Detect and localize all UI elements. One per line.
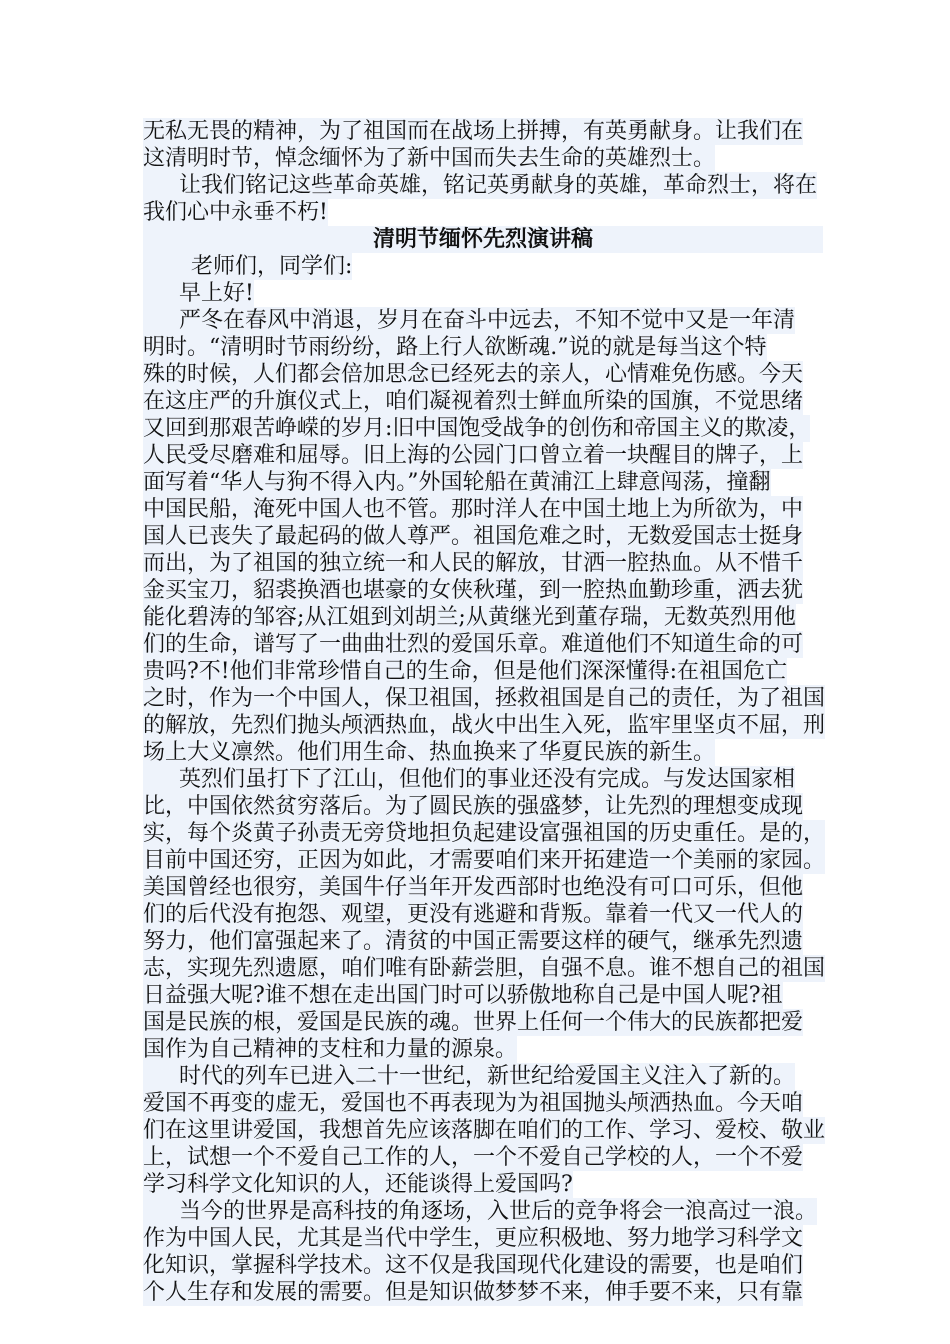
- text-line: 目前中国还穷，正因为如此，才需要咱们来开拓建造一个美丽的家园。: [143, 848, 826, 873]
- text-line: 国作为自己精神的支柱和力量的源泉。: [143, 1037, 518, 1062]
- text-line: 的解放，先烈们抛头颅洒热血，战火中出生入死，监牢里坚贞不屈，刑: [143, 713, 826, 738]
- text-line: 贵吗?不!他们非常珍惜自己的生命，但是他们深深懂得:在祖国危亡: [143, 659, 788, 684]
- text-line: 国人已丧失了最起码的做人尊严。祖国危难之时，无数爱国志士挺身: [143, 524, 804, 549]
- text-line: 殊的时候，人们都会倍加思念已经死去的亲人，心情难免伤感。今天: [143, 362, 804, 387]
- text-line: 比，中国依然贫穷落后。为了圆民族的强盛梦，让先烈的理想变成现: [143, 794, 804, 819]
- text-line: 之时，作为一个中国人，保卫祖国，拯救祖国是自己的责任，为了祖国: [143, 686, 826, 711]
- text-line: 老师们，同学们:: [143, 253, 352, 280]
- text-line: 而出，为了祖国的独立统一和人民的解放，甘洒一腔热血。从不惜千: [143, 551, 804, 576]
- text-line: 爱国不再变的虚无，爱国也不再表现为为祖国抛头颅洒热血。今天咱: [143, 1091, 804, 1116]
- text-line: 国是民族的根，爱国是民族的魂。世界上任何一个伟大的民族都把爱: [143, 1010, 804, 1035]
- text-line: 志，实现先烈遗愿，咱们唯有卧薪尝胆，自强不息。谁不想自己的祖国: [143, 956, 826, 981]
- text-line: 在这庄严的升旗仪式上，咱们凝视着烈士鲜血所染的国旗，不觉思绪: [143, 389, 804, 414]
- text-line: 又回到那艰苦峥嵘的岁月:旧中国饱受战争的创伤和帝国主义的欺凌，: [143, 416, 811, 441]
- text-line: 学习科学文化知识的人，还能谈得上爱国吗?: [143, 1172, 573, 1197]
- text-line: 早上好!: [143, 280, 254, 307]
- text-line: 人民受尽磨难和屈辱。旧上海的公园门口曾立着一块醒目的牌子，上: [143, 443, 804, 468]
- text-line: 能化碧涛的邹容;从江姐到刘胡兰;从黄继光到董存瑞，无数英烈用他: [143, 605, 796, 630]
- text-line: 个人生存和发展的需要。但是知识做梦梦不来，伸手要不来，只有靠: [143, 1280, 804, 1305]
- text-line: 们的生命，谱写了一曲曲壮烈的爱国乐章。难道他们不知道生命的可: [143, 632, 804, 657]
- text-line: 明时。“清明时节雨纷纷，路上行人欲断魂.”说的就是每当这个特: [143, 335, 767, 360]
- text-line: 们的后代没有抱怨、观望，更没有逃避和背叛。靠着一代又一代人的: [143, 902, 804, 927]
- text-line: 中国民船，淹死中国人也不管。那时洋人在中国土地上为所欲为，中: [143, 497, 804, 522]
- text-line: 英烈们虽打下了江山，但他们的事业还没有完成。与发达国家相: [143, 766, 795, 793]
- text-line: 日益强大呢?谁不想在走出国门时可以骄傲地称自己是中国人呢?祖: [143, 983, 783, 1008]
- text-line: 上，试想一个不爱自己工作的人，一个不爱自己学校的人，一个不爱: [143, 1145, 804, 1170]
- text-line: 化知识，掌握科学技术。这不仅是我国现代化建设的需要，也是咱们: [143, 1253, 804, 1278]
- text-line: 实，每个炎黄子孙责无旁贷地担负起建设富强祖国的历史重任。是的，: [143, 821, 826, 846]
- document-body: [143, 118, 826, 1306]
- text-line: 金买宝刀，貂裘换酒也堪豪的女侠秋瑾，到一腔热血勤珍重，洒去犹: [143, 578, 804, 603]
- text-line: 无私无畏的精神，为了祖国而在战场上拼搏，有英勇献身。让我们在: [143, 119, 804, 144]
- text-line: 让我们铭记这些革命英雄，铭记英勇献身的英雄，革命烈士，将在: [143, 172, 817, 199]
- text-line: 严冬在春风中消退，岁月在奋斗中远去，不知不觉中又是一年清: [143, 307, 795, 334]
- text-line: 们在这里讲爱国，我想首先应该落脚在咱们的工作、学习、爱校、敬业: [143, 1118, 826, 1143]
- text-line: 努力，他们富强起来了。清贫的中国正需要这样的硬气，继承先烈遗: [143, 929, 804, 954]
- text-line: 时代的列车已进入二十一世纪，新世纪给爱国主义注入了新的。: [143, 1063, 795, 1090]
- document-title: 清明节缅怀先烈演讲稿: [143, 226, 823, 253]
- text-line: 面写着“华人与狗不得入内。”外国轮船在黄浦江上肆意闯荡，撞翻: [143, 470, 771, 495]
- text-line: 当今的世界是高科技的角逐场，入世后的竞争将会一浪高过一浪。: [143, 1198, 817, 1225]
- text-line: 场上大义凛然。他们用生命、热血换来了华夏民族的新生。: [143, 740, 716, 765]
- text-line: 这清明时节，悼念缅怀为了新中国而失去生命的英雄烈士。: [143, 146, 716, 171]
- text-line: 美国曾经也很穷，美国牛仔当年开发西部时也绝没有可口可乐，但他: [143, 875, 804, 900]
- text-line: 作为中国人民，尤其是当代中学生，更应积极地、努力地学习科学文: [143, 1226, 804, 1251]
- text-line: 我们心中永垂不朽!: [143, 200, 328, 225]
